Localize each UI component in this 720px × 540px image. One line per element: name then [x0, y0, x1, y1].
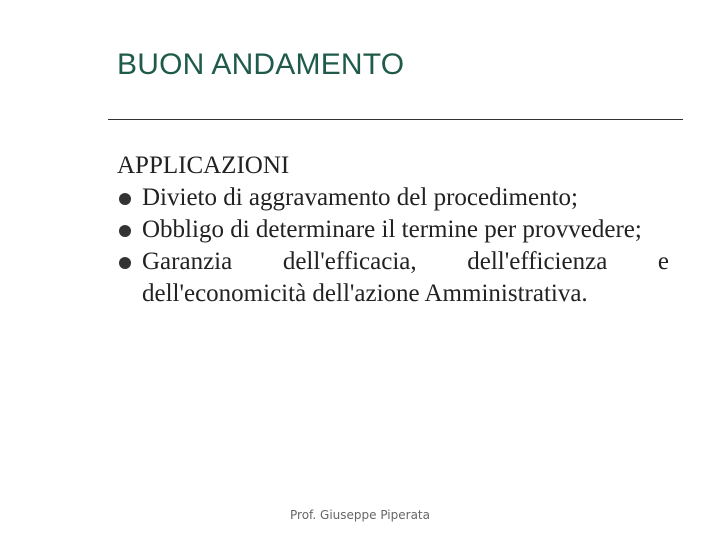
title-divider: [108, 119, 683, 120]
bullet-text: Garanzia dell'efficacia, dell'efficienza e dell'economicità dell'azione Amministrativa.: [142, 248, 669, 307]
bullet-text: Obbligo di determinare il termine per provvedere;: [142, 216, 642, 243]
list-item: [117, 246, 669, 310]
slide-title: BUON ANDAMENTO: [117, 48, 405, 81]
footer-author: Prof. Giuseppe Piperata: [290, 508, 430, 522]
section-heading: APPLICAZIONI: [117, 152, 290, 179]
bullet-text: Divieto di aggravamento del procedimento;: [142, 184, 578, 211]
slide-body: [117, 150, 669, 310]
list-item: [117, 214, 669, 246]
bullet-dot-icon: [119, 257, 131, 269]
bullet-dot-icon: [119, 193, 131, 205]
list-item: [117, 182, 669, 214]
bullet-list: [117, 182, 669, 310]
bullet-dot-icon: [119, 225, 131, 237]
